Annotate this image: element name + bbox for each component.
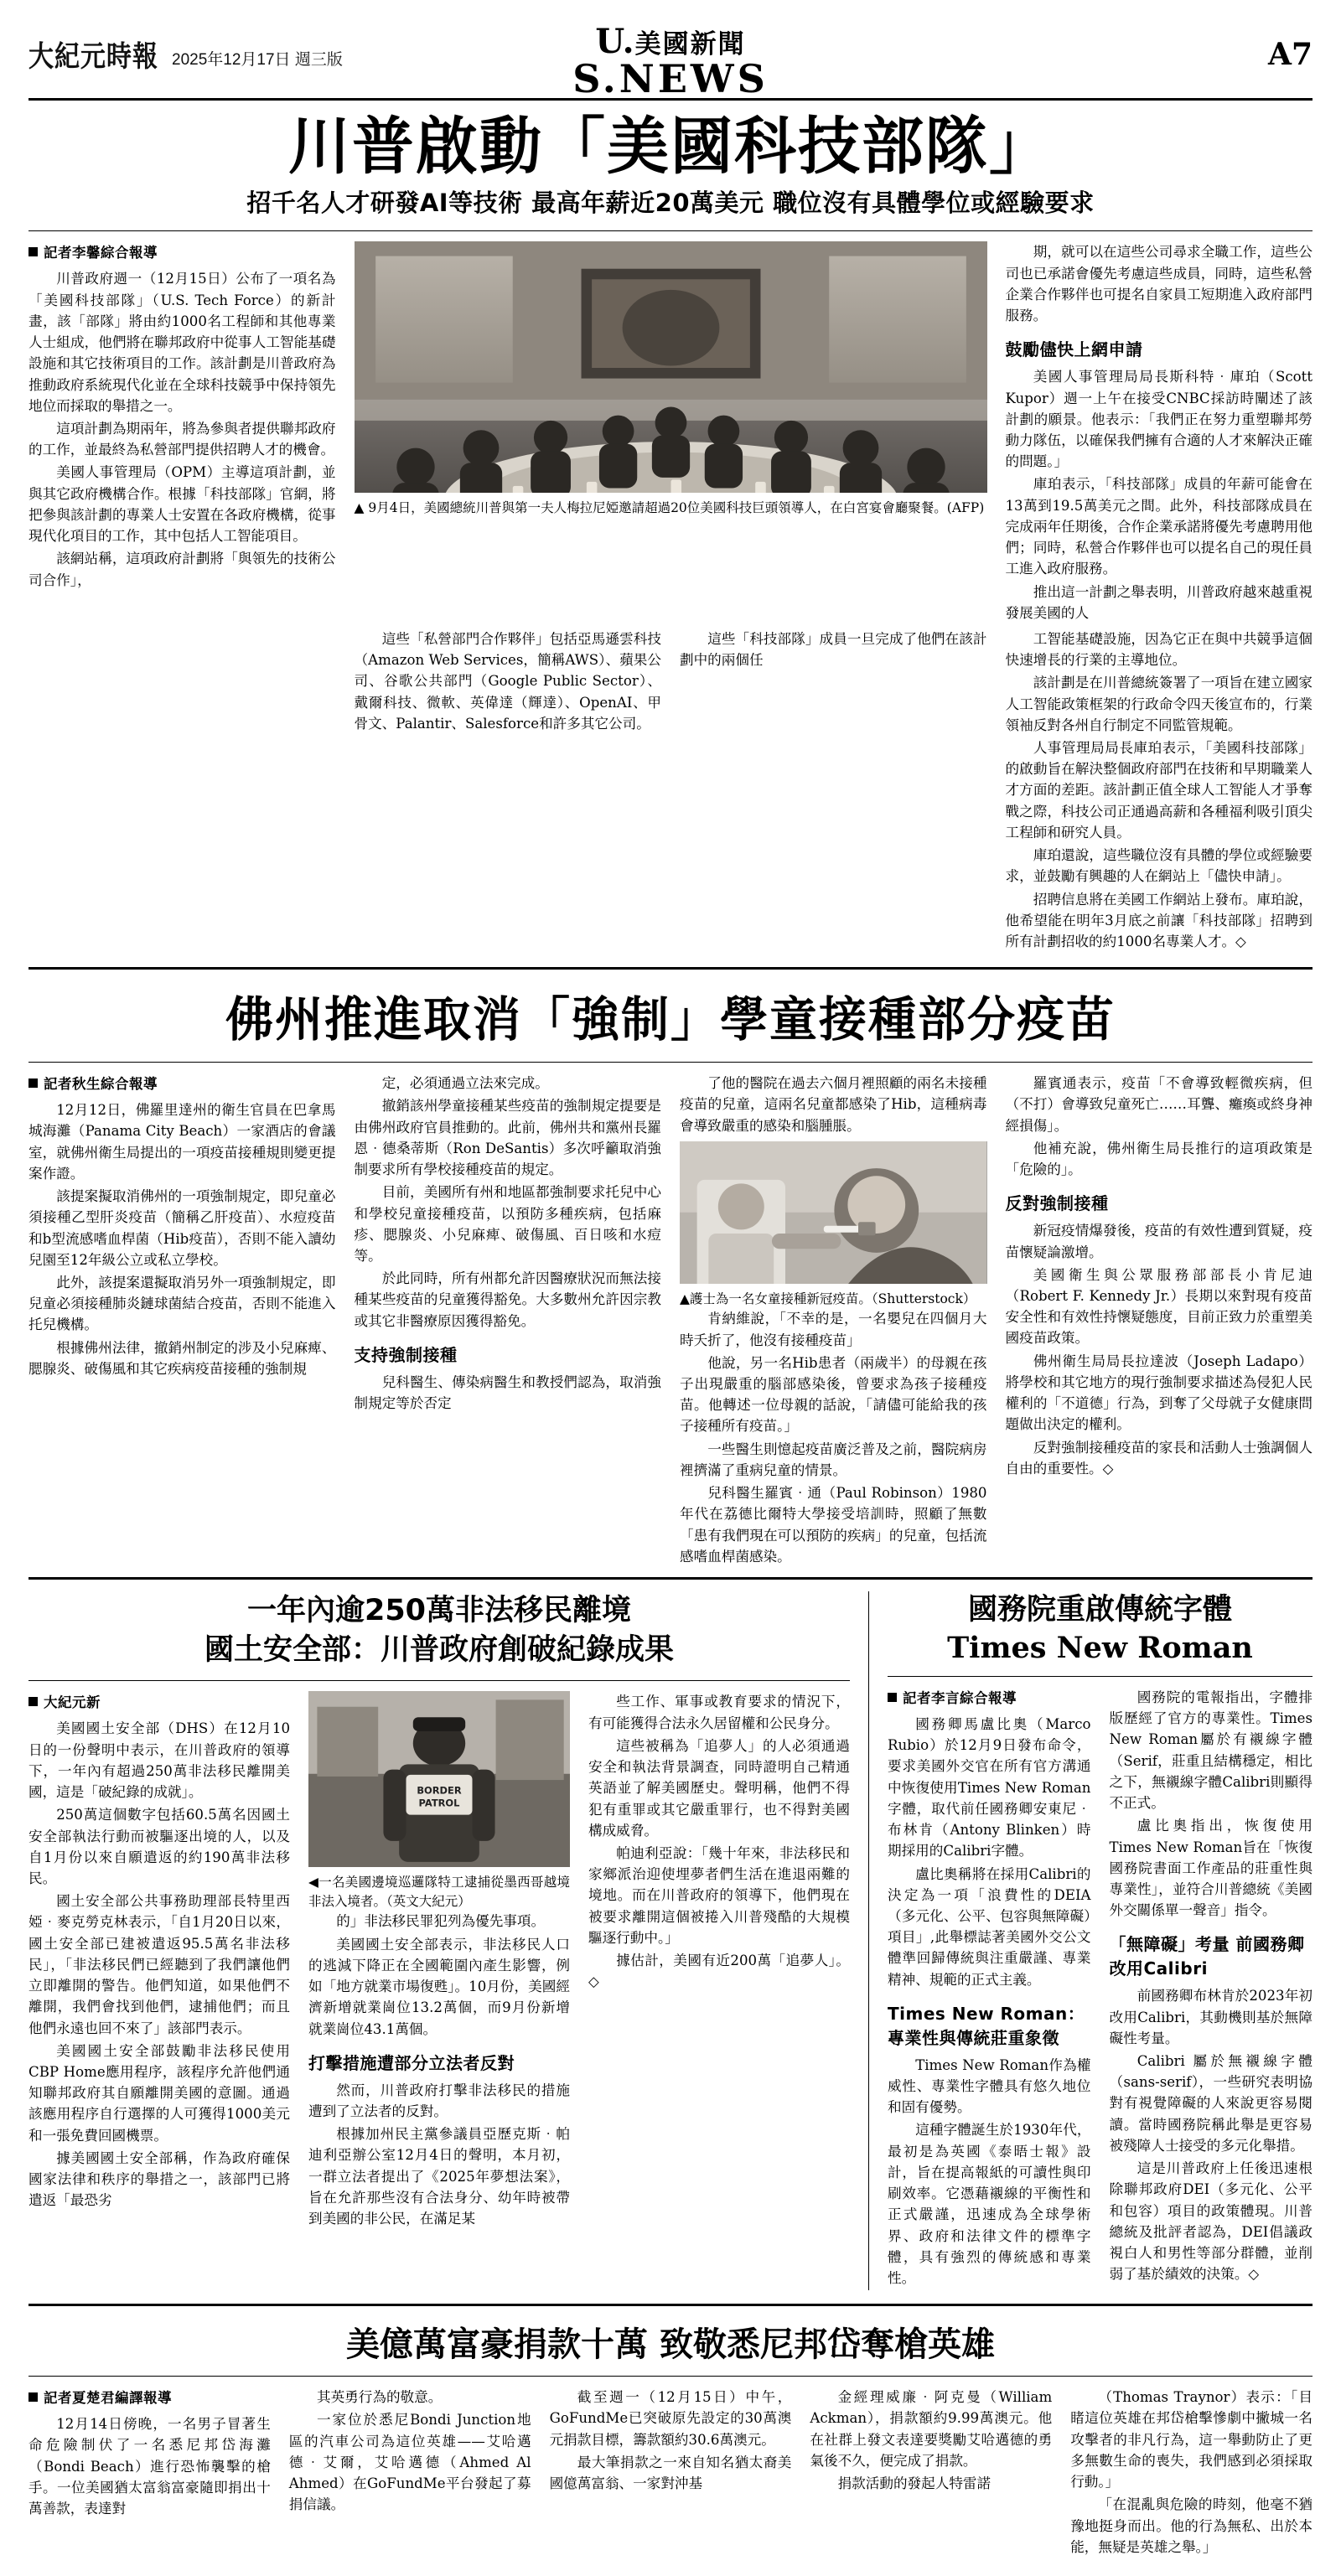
story4-column-2	[1110, 1687, 1313, 2290]
section-title	[572, 22, 769, 101]
story1-c2-p2: 這些「科技部隊」成員一旦完成了他們在該計劃中的兩個任	[680, 630, 987, 669]
story1-p4: 該網站稱，這項政府計劃將「與領先的技術公司合作」，	[28, 551, 336, 588]
story1-column-2	[355, 241, 987, 625]
story3-subhead-1: 打擊措施遭部分立法者反對	[308, 2052, 515, 2073]
newspaper-logo: 大紀元時報	[28, 39, 158, 75]
story2-c4-p5: 佛州衛生局局長拉達波（Joseph Ladapo）將學校和其它地方的現行強制要求描述為侵犯人民權利的「不道德」行為，到奪了父母就子女健康問題做出決定的權利。	[1005, 1353, 1313, 1433]
story2-c3-p3: 他說，另一名Hib患者（兩歲半）的母親在孩子出現嚴重的腦部感染後，曾要求為孩子接種疫苗。他轉述一位母親的話說，「請儘可能給我的孩子接種所有疫苗。」	[680, 1354, 987, 1435]
story1-photo	[355, 241, 987, 493]
story5-byline: 記者夏楚君編譯報導	[28, 2387, 271, 2407]
story1-headline: 川普啟動「美國科技部隊」	[288, 111, 1053, 183]
story4-c1-p4: 這種字體誕生於1930年代，最初是為英國《泰晤士報》設計，旨在提高報紙的可讀性與印刷效率。它憑藉襯線的平衡性和正式嚴謹，迅速成為全球學術界、政府和法律文件的標準字體，具有強烈的傳統感和專業性。	[888, 2122, 1091, 2286]
story1-c4-p4: 庫珀還說，這些職位沒有具體的學位或經驗要求，並鼓勵有興趣的人在網站上「儘快申請」。	[1005, 847, 1313, 885]
story2-column-4	[1006, 1073, 1313, 1569]
vertical-divider	[868, 1591, 869, 2290]
story3-c1-p1: 美國國土安全部（DHS）在12月10日的一份聲明中表示，在川普政府的領導下，一年內有超過250萬非法移民離開美國，這是「破紀錄的成就」。	[28, 1720, 290, 1801]
story3-column-3	[588, 1691, 850, 2231]
section-title-line2	[572, 56, 769, 101]
story1-c4-p1: 工智能基礎設施，因為它正在與中共競爭這個快速增長的行業的主導地位。	[1005, 630, 1313, 669]
story2-c2-p5: 兒科醫生、傳染病醫生和教授們認為，取消強制規定等於否定	[354, 1373, 661, 1412]
story4-c2-p5: 這是川普政府上任後迅速根除聯邦政府DEI（多元化、公平和包容）項目的政策體現。川普總統及批評者認為，DEI倡議政視白人和男性等部分群體，並削弱了基於績效的決策。◇	[1109, 2160, 1313, 2283]
story1-column-4-text	[1006, 628, 1313, 954]
story4-headline-line2: Times New Roman	[947, 1631, 1253, 1666]
story3-photo	[308, 1691, 570, 1867]
story3-c1-p3: 國土安全部公共事務助理部長特里西婭‧麥克勞克林表示，「自1月20日以來，國土安全部已建被遣返95.5萬名非法移民」，「非法移民們已經聽到了我們讓他們立即離開的警告。他們知道，如果他們不離開，我們會找到他們，逮捕他們；而且他們永遠也回不來了」該部門表示。	[28, 1893, 290, 2036]
story-row-3-4	[28, 1577, 1313, 2290]
story2-c4-p6: 反對強制接種疫苗的家長和活動人士強調個人自由的重要性。◇	[1005, 1439, 1313, 1477]
story1-p3: 美國人事管理局（OPM）主導這項計劃，並與其它政府機構合作。根據「科技部隊」官網，將把參與該計劃的專業人士安置在各政府機構，從事現代化項目的工作，其中包括人工智能項目。	[28, 464, 336, 545]
story2-photo-caption: ▲護士為一名女童接種新冠疫苗。（Shutterstock）	[680, 1291, 976, 1306]
story-immigration	[28, 1591, 850, 2290]
story4-c2-p4: Calibri 屬於無襯線字體（sans-serif），一些研究表明協對有視覺障礙的人來說更容易閱讀。當時國務院稱此舉是更容易被殘障人士接受的多元化舉措。	[1109, 2053, 1313, 2154]
story2-c4-p2: 他補充說，佛州衛生局長推行的這項政策是「危險的」。	[1005, 1140, 1313, 1178]
story2-c2-p4: 於此同時，所有州都允許因醫療狀況而無法接種某些疫苗的兒童獲得豁免。大多數州允許因宗教或其它非醫療原因獲得豁免。	[354, 1270, 661, 1329]
story2-c1-p2: 該提案擬取消佛州的一項強制規定，即兒童必須接種乙型肝炎疫苗（簡稱乙肝疫苗）、水痘疫苗和b型流感嗜血桿菌（Hib疫苗），否則不能入讀幼兒園至12年級公立或私立學校。	[28, 1188, 336, 1268]
story5-c4-p2: 捐款活動的發起人特雷諾	[837, 2475, 992, 2492]
story3-c3-p1: 些工作、軍事或教育要求的情況下，有可能獲得合法永久居留權和公民身分。	[588, 1694, 850, 1731]
story2-c4-p4: 美國衛生與公眾服務部部長小肯尼迪（Robert F. Kennedy Jr.）長期以來對現有疫苗安全性和有效性持懷疑態度，目前正致力於重塑美國疫苗政策。	[1005, 1266, 1313, 1347]
story-times-new-roman	[888, 1591, 1313, 2290]
vaccination-photo	[680, 1141, 987, 1284]
page-number: A7	[1268, 37, 1313, 72]
story3-photo-caption: ◀一名美國邊境巡邏隊特工逮捕從墨西哥越境非法入境者。（英文大紀元）	[308, 1875, 570, 1909]
story3-c2-p1: 的」非法移民罪犯列為優先事項。	[336, 1913, 546, 1930]
story2-c2-p2: 撤銷該州學童接種某些疫苗的強制規定提要是由佛州政府官員推動的。此前，佛州共和黨州長羅恩‧德桑蒂斯（Ron DeSantis）多次呼籲取消強制要求所有學校接種疫苗的規定。	[354, 1098, 661, 1178]
divider-1	[28, 967, 1313, 970]
story1-c3-p1: 期，就可以在這些公司尋求全職工作，這些公司也已承諾會優先考慮這些成員，同時，這些私營企業合作夥伴也可提名自家員工短期進入政府部門服務。	[1005, 244, 1313, 324]
story4-c2-p3: 前國務卿布林肯於2023年初改用Calibri，其動機則基於無障礙性考量。	[1109, 1988, 1313, 2046]
story1-subhead-1: 鼓勵儘快上網申請	[1005, 339, 1143, 360]
story5-c2-p1: 其英勇行為的敬意。	[316, 2389, 443, 2406]
issue-date: 2025年12月17日 週三版	[172, 51, 343, 69]
story2-photo	[680, 1141, 987, 1284]
story5-column-4	[810, 2387, 1052, 2559]
story2-c2-p3: 目前，美國所有州和地區都強制要求托兒中心和學校兒童接種疫苗，以預防多種疾病，包括麻疹、腮腺炎、小兒麻痺、破傷風、百日咳和水痘等。	[354, 1184, 661, 1264]
story4-subhead-2: 「無障礙」考量 前國務卿改用Calibri	[1109, 1934, 1305, 1979]
story3-headline-line2: 國土安全部：川普政府創破紀錄成果	[204, 1633, 674, 1668]
section-us-label: U.	[595, 22, 635, 61]
story1-c2-p1: 這些「私營部門合作夥伴」包括亞馬遜雲科技（Amazon Web Services，簡稱AWS）、蘋果公司、谷歌公共部門（Google Public Sector）、戴爾科技、微軟、英偉達（輝達）、OpenAI、甲骨文、Palantir、Salesforce和許多其它公司。	[354, 630, 661, 732]
story-florida-vaccine	[28, 981, 1313, 1569]
story-tech-force	[28, 111, 1313, 954]
story3-c2-p2: 美國國土安全部表示，非法移民人口的逃減下降正在全國範圍內產生影響，例如「地方就業市場復甦」。10月份，美國經濟新增就業崗位13.2萬個，而9月份新增就業崗位43.1萬個。	[308, 1936, 570, 2037]
story4-byline: 記者李言綜合報導	[888, 1687, 1091, 1707]
story1-c3-p2: 美國人事管理局局長斯科特‧庫珀（Scott Kupor）週一上午在接受CNBC採訪時闡述了該計劃的願景。他表示：「我們正在努力重塑聯邦勞動力隊伍，以確保我們擁有合適的人才來解決正確的問題。」	[1005, 369, 1313, 470]
story2-c1-p1: 12月12日，佛羅里達州的衛生官員在巴拿馬城海灘（Panama City Beach）一家酒店的會議室，就佛州衛生局提出的一項疫苗接種規則變更提案作證。	[28, 1102, 336, 1182]
story2-c3-p2: 肯納維說，「不幸的是，一名嬰兒在四個月大時夭折了，他沒有接種疫苗」	[680, 1311, 987, 1348]
story3-c2-p3: 然而，川普政府打擊非法移民的措施遭到了立法者的反對。	[308, 2082, 570, 2119]
story1-column-3-text	[680, 628, 987, 954]
story5-c3-p1: 截至週一（12月15日）中午，GoFundMe已突破原先設定的30萬澳元捐款目標，籌款額約30.6萬澳元。	[549, 2389, 792, 2448]
story4-column-1	[888, 1687, 1091, 2290]
story2-c1-p3: 此外，該提案還擬取消另外一項強制規定，即兒童必須接種肺炎鏈球菌結合疫苗，否則不能進入托兒機構。	[28, 1274, 336, 1333]
story2-column-3	[680, 1073, 987, 1569]
story1-p1: 川普政府週一（12月15日）公布了一項名為「美國科技部隊」（U.S. Tech Force）的新計畫，該「部隊」將由約1000名工程師和其他專業人士組成，他們將在聯邦政府中從事人工智能基礎設施和其它技術項目的工作。該計劃是川普政府為推動政府系統現代化並在全球科技競爭中保持領先地位而採取的舉措之一。	[28, 271, 336, 414]
story2-c3-p1: 了他的醫院在過去六個月裡照顧的兩名未接種疫苗的兒童，這兩名兒童都感染了Hib，這種病毒會導致嚴重的感染和腦腫脹。	[680, 1075, 987, 1134]
masthead	[28, 23, 1313, 101]
story3-headline-line1: 一年內逾250萬非法移民離境	[246, 1593, 632, 1627]
story5-column-2	[289, 2387, 531, 2559]
story5-c1-p1: 12月14日傍晚，一名男子冒著生命危險制伏了一名悉尼邦岱海灘（Bondi Beach）進行恐怖襲擊的槍手。一位美國猶太富翁富豪隨即捐出十萬善款，表達對	[28, 2416, 271, 2517]
story4-c2-p1: 國務院的電報指出，字體排版歷經了官方的專業性。Times New Roman屬於有襯線字體（Serif，莊重且結構穩定，相比之下，無襯線字體Calibri則顯得不正式。	[1109, 1689, 1313, 1812]
story2-c4-p1: 羅賓通表示，疫苗「不會導致輕微疾病，但（不打）會導致兒童死亡……耳聾、癱瘓或終身神經損傷」。	[1005, 1075, 1313, 1134]
story2-c3-p4: 一些醫生則憶起疫苗廣泛普及之前，醫院病房裡擠滿了重病兒童的情景。	[680, 1441, 987, 1478]
story2-c1-p4: 根據佛州法律，撤銷州制定的涉及小兒麻痺、腮腺炎、破傷風和其它疾病疫苗接種的強制規	[28, 1339, 336, 1377]
svg-text:PATROL: PATROL	[418, 1797, 460, 1809]
story3-c1-p5: 據美國國土安全部稱，作為政府確保國家法律和秩序的舉措之一，該部門已將遣返「最恐劣	[28, 2149, 290, 2209]
story1-c3-p3: 庫珀表示，「科技部隊」成員的年薪可能會在13萬到19.5萬美元之間。此外，科技部隊成員在完成兩年任期後，合作企業承諾將優先考慮聘用他們；同時，私營合作夥伴也可以提名自己的現任員工進入政府服務。	[1005, 476, 1313, 577]
story5-c3-p2: 最大筆捐款之一來自知名猶太裔美國億萬富翁、一家對沖基	[549, 2454, 792, 2492]
story5-column-3	[550, 2387, 792, 2559]
masthead-left	[28, 35, 343, 75]
story3-c1-p2: 250萬這個數字包括60.5萬名因國土安全部執法行動而被驅逐出境的人，以及自1月份以來自願遣返的約190萬非法移民。	[28, 1807, 290, 1886]
story4-c1-p3: Times New Roman作為權威性、專業性字體具有悠久地位和固有優勢。	[888, 2056, 1091, 2116]
story5-c2-p2: 一家位於悉尼Bondi Junction地區的汽車公司為這位英雄——艾哈邁德‧艾爾，艾哈邁德（Ahmed Al Ahmed）在GoFundMe平台發起了募捐信議。	[288, 2412, 531, 2513]
section-cn-label: 美國新聞	[634, 29, 746, 59]
story4-headline	[888, 1591, 1313, 1668]
story2-headline: 佛州推進取消「強制」學童接種部分疫苗	[225, 991, 1116, 1048]
story1-photo-caption: ▲ 9月4日，美國總統川普與第一夫人梅拉尼婭邀請超過20位美國科技巨頭領導人，在白宮宴會廳聚餐。(AFP)	[354, 500, 985, 516]
story3-column-2	[308, 1691, 570, 2231]
section-title-line1	[572, 22, 769, 61]
story2-c3-p5: 兒科醫生羅賓‧通（Paul Robinson）1980年代在荔德比爾特大學接受培訓時，照顧了無數「患有我們現在可以預防的疾病」的兒童，包括流感嗜血桿菌感染。	[680, 1485, 987, 1565]
story2-subhead-1: 支持強制接種	[354, 1344, 458, 1365]
story1-c4-p5: 招聘信息將在美國工作網站上發布。庫珀說，他希望能在明年3月底之前讓「科技部隊」招聘到所有計劃招收的約1000名專業人才。◇	[1005, 891, 1313, 949]
story1-c4-p2: 該計劃是在川普總統簽署了一項旨在建立國家人工智能政策框架的行政命令四天後宣布的，行業領袖反對各州自行制定不同監管規範。	[1005, 675, 1313, 733]
story1-spacer-col1	[28, 628, 336, 954]
story3-headline	[28, 1591, 850, 1671]
story2-c2-p1: 定，必須通過立法來完成。	[381, 1075, 549, 1092]
section-s-label: S.	[572, 56, 619, 101]
story1-column-4	[1006, 241, 1313, 625]
story5-c5-p2: 「在混亂與危險的時刻，他毫不猶豫地挺身而出。他的行為無私、出於本能，無疑是英雄之舉。」	[1070, 2496, 1313, 2555]
story4-c1-p2: 盧比奧稱將在採用Calibri的決定為一項「浪費性的DEIA（多元化、公平、包容與無障礙）項目」,此舉標誌著美國外交公文體準回歸傳統與注重嚴謹、專業精神、規範的正式主義。	[888, 1865, 1091, 1988]
story1-column-1	[28, 241, 336, 625]
story2-column-2	[355, 1073, 662, 1569]
story1-p2: 這項計劃為期兩年，將為參與者提供聯邦政府的工作，並最終為私營部門提供招聘人才的機會。	[28, 420, 336, 458]
story5-c4-p1: 金經理威廉‧阿克曼（William Ackman），捐款額約9.99萬澳元。他在社群上發文表達要獎勵艾哈邁德的勇氣後不久，便完成了捐款。	[810, 2389, 1053, 2469]
story3-c3-p3: 帕迪利亞說：「幾十年來，非法移民和家鄉派治迎使埋夢者們生活在進退兩難的境地。而在川普政府的領導下，他們現在被要求離開這個被捲入川普殘酷的大規模驅逐行動中。」	[588, 1845, 850, 1946]
story5-c5-p1: （Thomas Traynor）表示：「目睹這位英雄在邦岱槍擊慘劇中撇城一名攻擊者的非凡行為，這一舉動防止了更多無數生命的喪失，我們感到必須採取行動。」	[1070, 2389, 1313, 2491]
story1-subheadline: 招千名人才研發AI等技術 最高年薪近20萬美元 職位沒有具體學位或經驗要求	[246, 189, 1095, 218]
story1-column-2-text	[355, 628, 662, 954]
story3-column-1	[28, 1691, 290, 2231]
section-news-label: NEWS	[619, 56, 769, 101]
story3-c2-p4: 根據加州民主黨參議員亞歷克斯‧帕迪利亞辦公室12月4日的聲明，本月初，一群立法者提出了《2025年夢想法案》，旨在允許那些沒有合法身分、幼年時被帶到美國的非公民，在滿足某	[308, 2126, 570, 2227]
svg-text:BORDER: BORDER	[417, 1785, 462, 1798]
story3-c1-p4: 美國國土安全部鼓勵非法移民使用CBP Home應用程序，該程序允許他們通知聯邦政府其自願離開美國的意圖。通過該應用程序自行選擇的人可獲得1000美元和一張免費回國機票。	[28, 2042, 290, 2144]
story5-column-1	[28, 2387, 271, 2559]
story4-c2-p2: 盧比奧指出，恢復使用Times New Roman旨在「恢復國務院書面工作產品的莊重性與專業性」，並符合川普總統《美國外交關係單一聲音」指令。	[1109, 1818, 1313, 1919]
story3-c3-p4: 據估計，美國有近200萬「追夢人」。◇	[588, 1953, 850, 1990]
story5-column-5	[1070, 2387, 1313, 2559]
story2-c4-p3: 新冠疫情爆發後，疫苗的有效性遭到質疑，疫苗懷疑論激增。	[1005, 1223, 1313, 1260]
story-bondi-hero	[28, 2318, 1313, 2559]
story5-headline: 美億萬富豪捐款十萬 致敬悉尼邦岱奪槍英雄	[346, 2325, 995, 2365]
story1-byline: 記者李馨綜合報導	[28, 241, 336, 261]
story4-headline-line1: 國務院重啟傳統字體	[967, 1592, 1232, 1627]
story2-byline: 記者秋生綜合報導	[28, 1073, 336, 1093]
story3-byline: 大紀元新	[28, 1691, 290, 1711]
story1-c4-p3: 人事管理局局長庫珀表示，「美國科技部隊」的啟動旨在解決整個政府部門在技術和早期職業人才方面的差距。該計劃正值全球人工智能人才爭奪戰之際，科技公司正通過高薪和各種福利吸引頂尖工程師和研究人員。	[1005, 740, 1313, 841]
story4-subhead-1: Times New Roman：專業性與傳統莊重象徵	[888, 2003, 1085, 2048]
border-patrol-agent-photo	[308, 1691, 570, 1867]
white-house-dinner-photo	[355, 241, 987, 493]
story1-c3-p4: 推出這一計劃之舉表明，川普政府越來越重視發展美國的人	[1005, 583, 1313, 621]
story4-c1-p1: 國務卿馬盧比奧（Marco Rubio）於12月9日發布命令，要求美國外交官在所有官方溝通中恢復使用Times New Roman字體，取代前任國務卿安東尼‧布林肯（Antony Blinken）時期採用的Calibri字體。	[888, 1715, 1091, 1860]
story2-subhead-2: 反對強制接種	[1005, 1193, 1109, 1214]
story2-column-1	[28, 1073, 336, 1569]
divider-2	[28, 2304, 1313, 2306]
story3-c3-p2: 這些被稱為「追夢人」的人必須通過安全和執法背景調查，同時證明自己精通英語並了解美國歷史。聲明稱，他們不得犯有重罪或其它嚴重罪行，也不得對美國構成威脅。	[588, 1737, 850, 1839]
